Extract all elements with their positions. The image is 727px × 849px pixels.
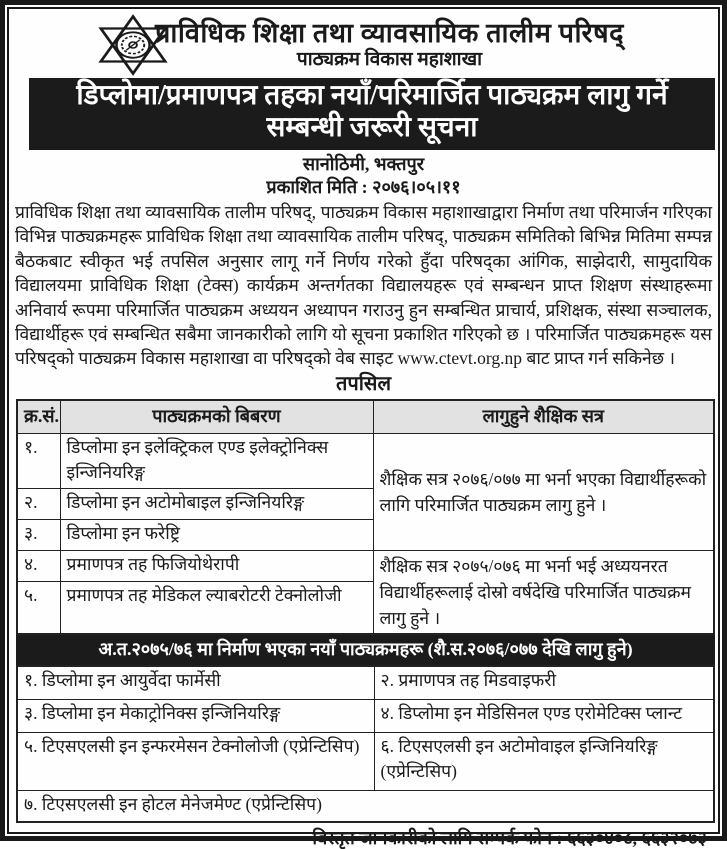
course-cell: ७. टिएसएलसी इन होटल मेनेजमेण्ट (एप्रेन्टिसिप) — [17, 790, 714, 822]
course-cell: ६. टिएसएलसी इन अटोमोवाइल इन्जिनियरिङ्ग (एप्रेन्टिसिप) — [374, 732, 714, 790]
notice-title-line-2: सम्बन्धी जरूरी सूचना — [266, 112, 478, 143]
notice-title-line-1: डिप्लोमा/प्रमाणपत्र तहका नयाँ/परिमार्जित पाठ्यक्रम लागु गर्ने — [76, 80, 668, 111]
ctevt-star-emblem-icon — [94, 15, 172, 80]
table-row — [17, 732, 714, 790]
course-cell: डिप्लोमा इन अटोमोबाइल इन्जिनियरिङ्ग — [60, 488, 373, 519]
course-cell: ५. टिएसएलसी इन इन्फरमेसन टेक्नोलोजी (एप्रेन्टिसिप) — [17, 732, 374, 790]
session-cell-group1: शैक्षिक सत्र २०७६/०७७ मा भर्ना भएका विद्यार्थीहरूको लागि परिमार्जित पाठ्यक्रम लागु हुने । — [373, 433, 714, 550]
course-cell: १. डिप्लोमा इन आयुर्वेदा फार्मेसी — [17, 666, 374, 700]
schedule-table — [16, 399, 715, 635]
course-cell: ४. डिप्लोमा इन मेडिसिनल एण्ड एरोमेटिक्स प्लान्ट — [374, 699, 714, 732]
sn-cell: ५. — [17, 581, 60, 634]
schedule-title: तपसिल — [335, 372, 392, 395]
course-cell: २. प्रमाणपत्र तह मिडवाइफरी — [374, 666, 714, 700]
course-cell: डिप्लोमा इन इलेक्ट्रिकल एण्ड इलेक्ट्रोनिक्स इन्जिनियरिङ्ग — [60, 433, 373, 488]
document-header — [12, 11, 715, 75]
table-row — [17, 790, 714, 822]
new-courses-banner: अ.त.२०७५/७६ मा निर्माण भएका नयाँ पाठ्यक्रमहरू (शै.स.२०७६/०७७ देखि लागु हुने) — [16, 635, 715, 665]
table-row — [17, 699, 714, 732]
table-row — [17, 433, 714, 488]
org-name: प्राविधिक शिक्षा तथा व्यावसायिक तालीम परिषद् — [155, 18, 624, 48]
schedule-header-row — [17, 400, 714, 434]
sn-cell: २. — [17, 488, 60, 519]
notice-title-banner — [29, 78, 715, 150]
location-text: सानोठिमी, भक्तपुर — [302, 154, 425, 174]
table-row — [17, 666, 714, 700]
document-inner-frame — [7, 7, 720, 848]
sn-cell: ४. — [17, 550, 60, 581]
new-courses-table — [16, 665, 715, 823]
division-name: पाठ्यक्रम विकास महाशाखा — [296, 49, 483, 70]
contact-footer: बिस्तृत जानकारीको लागि सम्पर्क फोन : ६६३०४०८, ६६३२०७३ — [312, 827, 707, 848]
course-cell: ३. डिप्लोमा इन मेकाट्रोनिक्स इन्जिनियरिङ्ग — [17, 699, 374, 732]
table-row — [17, 550, 714, 581]
course-cell: प्रमाणपत्र तह मेडिकल ल्याबरोटरी टेक्नोलोजी — [60, 581, 373, 634]
course-cell: प्रमाणपत्र तह फिजियोथेरापी — [60, 550, 373, 581]
sn-cell: ३. — [17, 519, 60, 550]
published-date: प्रकाशित मिति : २०७६।०५।११ — [266, 177, 461, 197]
body-paragraph: प्राविधिक शिक्षा तथा व्यावसायिक तालीम परिषद्, पाठ्यक्रम विकास महाशाखाद्वारा निर्माण तथा परिमार्जन गरिएका विभिन्न पाठ्यक्रमहरू प्राविधिक शिक्षा तथा व्यावसायिक तालीम परिषद्, पाठ्यक्रम समितिको बिभिन्न मितिमा सम्पन्न बैठकबाट स्वीकृत भई तपसिल अनुसार लागू गर्ने निर्णय गरेको हुँदा परिषद्का आंगिक, साझेदारी, सामुदायिक विद्यालयमा प्राविधिक शिक्षा (टेक्स) कार्यक्रम अन्तर्गतका विद्यालयहरू एवं सम्बन्धन प्राप्त शिक्षण संस्थाहरूमा अनिवार्य रूपमा परिमार्जित पाठ्यक्रम अध्ययन अध्यापन गराउनु हुन सम्बन्धित प्राचार्य, प्रशिक्षक, संस्था सञ्चालक, विद्यार्थीहरू एवं सम्बन्धित सबैमा जानकारीको लागि यो सूचना प्रकाशित गरिएको छ । परिमार्जित पाठ्यक्रमहरू यस परिषद्को पाठ्यक्रम विकास महाशाखा वा परिषद्को वेब साइट www.ctevt.org.np बाट प्राप्त गर्न सकिनेछ । — [15, 202, 712, 369]
column-header-sn: क्र.सं. — [17, 400, 60, 434]
column-header-session: लागुहुने शैक्षिक सत्र — [373, 400, 714, 434]
sn-cell: १. — [17, 433, 60, 488]
session-cell-group2: शैक्षिक सत्र २०७५/०७६ मा भर्ना भई अध्ययनरत विद्यार्थीहरूलाई दोस्रो वर्षदेखि परिमार्जित पाठ्यक्रम लागु हुने । — [373, 550, 714, 634]
course-cell: डिप्लोमा इन फरेष्ट्रि — [60, 519, 373, 550]
column-header-course: पाठ्यक्रमको बिबरण — [60, 400, 373, 434]
